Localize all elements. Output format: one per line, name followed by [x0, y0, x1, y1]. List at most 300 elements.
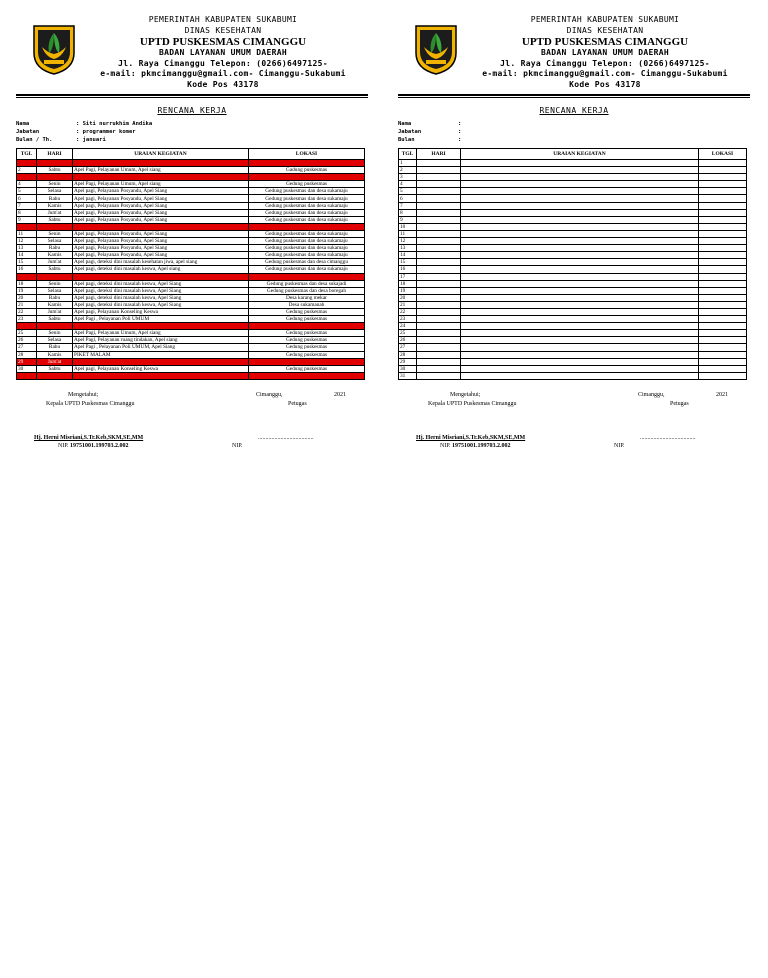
cell-activity [461, 209, 699, 216]
position-value: : programmer komer [76, 129, 136, 135]
cell-day [417, 167, 461, 174]
cell-day: Rabu [37, 344, 73, 351]
cell-activity: PIKET MALAM [73, 351, 249, 358]
cell-activity [461, 181, 699, 188]
header-uraian: URAIAN KEGIATAN [461, 149, 699, 160]
cell-day [417, 195, 461, 202]
nip-label: NIP. [440, 442, 451, 449]
cell-date: 18 [17, 280, 37, 287]
cell-location: Gadung puskesmas [249, 167, 365, 174]
cell-date [17, 174, 37, 181]
cell-day [417, 252, 461, 259]
rencana-kerja-page-filled [16, 12, 368, 482]
cell-day: Selasa [37, 188, 73, 195]
employee-info [398, 120, 750, 144]
cell-location: Gedung puskesmas [249, 330, 365, 337]
cell-day [417, 209, 461, 216]
cell-activity [461, 160, 699, 167]
cell-location: Gedung puskesmas dan desa sukajadi [249, 280, 365, 287]
cell-day [417, 259, 461, 266]
table-row [399, 294, 747, 301]
cell-location: Gedung puskesmas dan desa sukamaju [249, 252, 365, 259]
cell-date: 7 [17, 202, 37, 209]
cell-location [699, 273, 747, 280]
cell-location [699, 294, 747, 301]
work-plan-table [16, 148, 365, 380]
cell-location [699, 301, 747, 308]
kop-line-email: e-mail: pkmcimanggu@gmail.com- Cimanggu-Sukabumi [100, 69, 346, 78]
cell-date: 26 [17, 337, 37, 344]
cell-location: Gedung puskesmas dan desa sukamaju [249, 238, 365, 245]
cell-date: 30 [17, 365, 37, 372]
cell-location [249, 174, 365, 181]
table-row [17, 294, 365, 301]
cell-day: Jum'at [37, 209, 73, 216]
cell-activity [461, 351, 699, 358]
kop-line-government: PEMERINTAH KABUPATEN SUKABUMI [148, 15, 298, 24]
cell-date: 29 [17, 358, 37, 365]
header-lokasi: LOKASI [699, 149, 747, 160]
holiday-row [17, 223, 365, 230]
cell-date: 25 [17, 330, 37, 337]
signature-block [398, 392, 750, 482]
cell-activity [461, 287, 699, 294]
cell-date: 24 [399, 323, 417, 330]
cell-day: Sabtu [37, 266, 73, 273]
kop-line-email: e-mail: pkmcimanggu@gmail.com- Cimanggu-Sukabumi [482, 69, 728, 78]
cell-location [699, 188, 747, 195]
cell-day: Jum'at [37, 259, 73, 266]
cell-activity: Apel pagi, deteksi dini masalah keswa, Apel siang [73, 266, 249, 273]
letterhead-rule-thin [398, 97, 750, 98]
cell-date: 9 [399, 216, 417, 223]
cell-day [417, 266, 461, 273]
cell-location: Gedung puskesmas dan desa sukamaju [249, 209, 365, 216]
cell-location: Gedung puskesmas dan desa sukamaju [249, 216, 365, 223]
head-name: Hj. Herni Misriani,S.Tr.Keb,SKM,SE,MM [34, 434, 144, 441]
cell-date: 5 [399, 188, 417, 195]
cell-day [37, 223, 73, 230]
cell-activity [461, 365, 699, 372]
nip-label: NIP. [58, 442, 69, 449]
cell-location: Gedung puskesmas dan desa cimanggu [249, 259, 365, 266]
year-label: 2021 [334, 391, 346, 398]
cell-day: Jum'at [37, 308, 73, 315]
table-row [399, 181, 747, 188]
cell-activity [461, 294, 699, 301]
header-tgl: TGL [17, 149, 37, 160]
cell-date: 15 [17, 259, 37, 266]
officer-name-placeholder: ..................................... [258, 434, 314, 441]
table-row [399, 252, 747, 259]
cell-activity: Apel pagi, Pelayanan Posyandu, Apel Siang [73, 195, 249, 202]
officer-nip-label: NIP. [614, 442, 625, 449]
cell-day [37, 174, 73, 181]
employee-info [16, 120, 368, 144]
holiday-row [17, 358, 365, 365]
cell-date: 11 [17, 230, 37, 237]
position-label: Jabatan [16, 129, 40, 135]
cell-activity: Apel pagi, deteksi dini masalah keswa, Apel Siang [73, 280, 249, 287]
cell-date: 30 [399, 365, 417, 372]
cell-location [699, 358, 747, 365]
cell-date [17, 160, 37, 167]
cell-day: Senin [37, 330, 73, 337]
holiday-row [17, 174, 365, 181]
cell-location [249, 323, 365, 330]
table-row [399, 301, 747, 308]
cell-date: 21 [399, 301, 417, 308]
table-row [17, 252, 365, 259]
cell-day [417, 181, 461, 188]
holiday-row [17, 273, 365, 280]
cell-date: 22 [17, 308, 37, 315]
rencana-kerja-page-blank [398, 12, 750, 482]
name-label: Nama [398, 121, 412, 127]
cell-activity [461, 301, 699, 308]
cell-activity: Apel pagi, Pelayanan Posyandu, Apel Siang [73, 245, 249, 252]
month-value: : [458, 137, 462, 143]
table-row [17, 287, 365, 294]
position-value: : [458, 129, 462, 135]
cell-activity [461, 245, 699, 252]
document-title: RENCANA KERJA [539, 106, 609, 115]
cell-activity [461, 188, 699, 195]
table-row [399, 316, 747, 323]
cell-day [417, 358, 461, 365]
cell-day [417, 337, 461, 344]
cell-day [417, 308, 461, 315]
cell-date [17, 223, 37, 230]
cell-location [699, 195, 747, 202]
cell-activity: Apel Pagi, Pelayanan ruang tindakan, Apel siang [73, 337, 249, 344]
cell-day [37, 323, 73, 330]
kop-line-blud: BADAN LAYANAN UMUM DAERAH [159, 48, 287, 57]
cell-activity [461, 266, 699, 273]
cell-activity: Apel pagi, Pelayanan Posyandu, Apel Siang [73, 209, 249, 216]
cell-location [699, 280, 747, 287]
officer-label: Petugas [670, 400, 689, 407]
cell-location: Gedung puskesmas [249, 337, 365, 344]
cell-location [699, 181, 747, 188]
nip-value: 19751001.199703.2.002 [70, 442, 129, 449]
cell-day: Senin [37, 280, 73, 287]
name-label: Nama [16, 121, 30, 127]
place-label: Cimanggu, [638, 391, 665, 398]
officer-name-placeholder: ..................................... [640, 434, 696, 441]
cell-date: 1 [399, 160, 417, 167]
cell-day: Kamis [37, 252, 73, 259]
cell-date: 12 [17, 238, 37, 245]
cell-day [37, 273, 73, 280]
cell-activity: Apel Pagi, Pelayanan Umum, Apel siang [73, 330, 249, 337]
table-row [399, 365, 747, 372]
cell-location [699, 245, 747, 252]
cell-activity: Apel pagi, deteksi dini masalah keswa, Apel Siang [73, 287, 249, 294]
cell-day: Sabtu [37, 365, 73, 372]
name-value: : Siti nurrukhim Andika [76, 121, 153, 127]
cell-activity [73, 372, 249, 379]
cell-date: 20 [17, 294, 37, 301]
year-label: 2021 [716, 391, 728, 398]
cell-location: Gedung puskesmas [249, 344, 365, 351]
kop-line-postcode: Kode Pos 43178 [569, 79, 641, 89]
cell-date: 8 [399, 209, 417, 216]
cell-day [417, 316, 461, 323]
cell-activity [461, 216, 699, 223]
kop-line-postcode: Kode Pos 43178 [187, 79, 259, 89]
cell-date: 22 [399, 308, 417, 315]
table-row [399, 372, 747, 379]
cell-day [417, 223, 461, 230]
cell-date: 19 [399, 287, 417, 294]
cell-location [699, 287, 747, 294]
acknowledged-label: Mengetahui; [68, 391, 99, 398]
table-row [17, 238, 365, 245]
cell-location: Gedung puskesmas dan desa sukamaju [249, 195, 365, 202]
officer-nip-label: NIP. [232, 442, 243, 449]
table-row [399, 351, 747, 358]
cell-date: 29 [399, 358, 417, 365]
cell-location: Desa karang mekar [249, 294, 365, 301]
cell-location [699, 238, 747, 245]
cell-location [699, 259, 747, 266]
cell-activity [461, 358, 699, 365]
cell-day: Jum'at [37, 358, 73, 365]
kop-line-blud: BADAN LAYANAN UMUM DAERAH [541, 48, 669, 57]
table-row [17, 351, 365, 358]
cell-location [699, 216, 747, 223]
cell-location [699, 252, 747, 259]
cell-activity: Apel pagi, Pelayanan Posyandu, Apel Siang [73, 202, 249, 209]
cell-date: 10 [399, 223, 417, 230]
cell-date: 5 [17, 188, 37, 195]
cell-location [249, 273, 365, 280]
kabupaten-sukabumi-logo-icon [414, 23, 458, 75]
cell-activity [461, 174, 699, 181]
cell-date: 18 [399, 280, 417, 287]
kabupaten-sukabumi-logo-icon [32, 23, 76, 75]
head-title: Kepala UPTD Puskesmas Cimanggu [428, 400, 517, 407]
cell-location [699, 266, 747, 273]
cell-date [17, 273, 37, 280]
cell-date: 31 [399, 372, 417, 379]
cell-date [17, 372, 37, 379]
cell-location [699, 167, 747, 174]
cell-activity [461, 337, 699, 344]
cell-date: 12 [399, 238, 417, 245]
table-row [17, 308, 365, 315]
table-row [17, 230, 365, 237]
cell-activity [73, 358, 249, 365]
cell-date: 14 [17, 252, 37, 259]
kop-line-government: PEMERINTAH KABUPATEN SUKABUMI [530, 15, 680, 24]
month-value: : januari [76, 137, 106, 143]
cell-activity [461, 202, 699, 209]
cell-date: 16 [399, 266, 417, 273]
cell-date: 28 [399, 351, 417, 358]
kop-line-dinas: DINAS KESEHATAN [184, 25, 262, 35]
cell-location: Gedung puskesmas dan desa sukamaju [249, 230, 365, 237]
cell-date: 23 [17, 316, 37, 323]
letterhead [398, 12, 750, 94]
table-row [399, 167, 747, 174]
header-hari: HARI [417, 149, 461, 160]
table-row [17, 365, 365, 372]
cell-date: 6 [17, 195, 37, 202]
table-row [17, 301, 365, 308]
kop-line-uptd: UPTD PUSKESMAS CIMANGGU [139, 36, 307, 48]
header-lokasi: LOKASI [249, 149, 365, 160]
cell-day: Rabu [37, 195, 73, 202]
cell-date: 13 [399, 245, 417, 252]
officer-label: Petugas [288, 400, 307, 407]
cell-location [699, 174, 747, 181]
cell-date: 27 [399, 344, 417, 351]
cell-day [417, 160, 461, 167]
table-row [399, 160, 747, 167]
table-row [17, 266, 365, 273]
cell-day: Selasa [37, 238, 73, 245]
cell-day: Rabu [37, 245, 73, 252]
cell-day: Rabu [37, 294, 73, 301]
cell-activity [73, 223, 249, 230]
cell-location: Gedung puskesmas [249, 308, 365, 315]
cell-day [417, 216, 461, 223]
table-row [17, 202, 365, 209]
table-row [17, 316, 365, 323]
table-row [399, 230, 747, 237]
table-row [17, 167, 365, 174]
cell-day [417, 372, 461, 379]
cell-date: 6 [399, 195, 417, 202]
position-label: Jabatan [398, 129, 422, 135]
cell-location [699, 365, 747, 372]
cell-activity [461, 372, 699, 379]
cell-activity: Apel pagi, Pelayanan Konseling Keswa [73, 308, 249, 315]
letterhead-rule-thick [398, 94, 750, 96]
name-value: : [458, 121, 462, 127]
cell-date: 28 [17, 351, 37, 358]
cell-activity [461, 223, 699, 230]
cell-activity: Apel pagi, deteksi dini masalah keswa, Apel Siang [73, 294, 249, 301]
cell-day: Kamis [37, 301, 73, 308]
table-row [399, 358, 747, 365]
cell-day [37, 160, 73, 167]
cell-location [249, 160, 365, 167]
cell-location: Gedung puskesmas dan desa sukamaju [249, 202, 365, 209]
cell-location [699, 230, 747, 237]
table-row [399, 259, 747, 266]
header-hari: HARI [37, 149, 73, 160]
table-row [17, 181, 365, 188]
holiday-row [17, 160, 365, 167]
cell-activity [461, 252, 699, 259]
head-nip [58, 443, 129, 449]
cell-activity [461, 259, 699, 266]
cell-location [249, 372, 365, 379]
cell-activity [461, 330, 699, 337]
cell-activity [461, 280, 699, 287]
head-nip [440, 443, 511, 449]
header-uraian: URAIAN KEGIATAN [73, 149, 249, 160]
table-row [399, 308, 747, 315]
cell-activity [461, 316, 699, 323]
month-label: Bulan / Th. [16, 137, 53, 143]
cell-location: Gedung puskesmas [249, 365, 365, 372]
cell-day: Kamis [37, 202, 73, 209]
cell-date: 26 [399, 337, 417, 344]
cell-day [417, 245, 461, 252]
cell-activity [73, 174, 249, 181]
cell-location [699, 160, 747, 167]
cell-date: 9 [17, 216, 37, 223]
cell-location: Gedung puskesmas [249, 181, 365, 188]
cell-location [699, 323, 747, 330]
place-label: Cimanggu, [256, 391, 283, 398]
cell-date: 21 [17, 301, 37, 308]
cell-location [699, 337, 747, 344]
cell-date: 20 [399, 294, 417, 301]
table-row [17, 209, 365, 216]
cell-location: Gedung puskesmas dan desa sukamaju [249, 266, 365, 273]
cell-day: Sabtu [37, 216, 73, 223]
letterhead [16, 12, 368, 94]
cell-date: 27 [17, 344, 37, 351]
cell-day: Sabtu [37, 167, 73, 174]
cell-day [417, 202, 461, 209]
cell-day [417, 330, 461, 337]
cell-date: 8 [17, 209, 37, 216]
cell-day [417, 287, 461, 294]
table-row [399, 266, 747, 273]
cell-location [249, 223, 365, 230]
cell-date: 7 [399, 202, 417, 209]
table-row [399, 216, 747, 223]
cell-day [417, 301, 461, 308]
cell-day [417, 273, 461, 280]
cell-location [699, 209, 747, 216]
cell-location [249, 358, 365, 365]
cell-activity: Apel Pagi , Pelayanan Poli UMUM, Apel Siang [73, 344, 249, 351]
cell-date: 17 [399, 273, 417, 280]
cell-activity [461, 308, 699, 315]
cell-location [699, 330, 747, 337]
cell-date: 4 [399, 181, 417, 188]
signature-block [16, 392, 368, 482]
cell-date: 4 [17, 181, 37, 188]
cell-day [37, 372, 73, 379]
cell-activity: Apel pagi, Pelayanan Posyandu, Apel Siang [73, 188, 249, 195]
acknowledged-label: Mengetahui; [450, 391, 481, 398]
table-row [17, 337, 365, 344]
table-row [399, 174, 747, 181]
cell-date: 16 [17, 266, 37, 273]
cell-location: Gedung puskesmas dan desa boregah [249, 287, 365, 294]
cell-day [417, 294, 461, 301]
table-row [399, 323, 747, 330]
table-row [399, 223, 747, 230]
table-row [399, 330, 747, 337]
cell-day [417, 238, 461, 245]
table-row [17, 280, 365, 287]
cell-day [417, 365, 461, 372]
table-row [17, 344, 365, 351]
cell-activity: Apel pagi, Pelayanan Posyandu, Apel Siang [73, 216, 249, 223]
nip-value: 19751001.199703.2.002 [452, 442, 511, 449]
cell-date: 23 [399, 316, 417, 323]
cell-date: 19 [17, 287, 37, 294]
